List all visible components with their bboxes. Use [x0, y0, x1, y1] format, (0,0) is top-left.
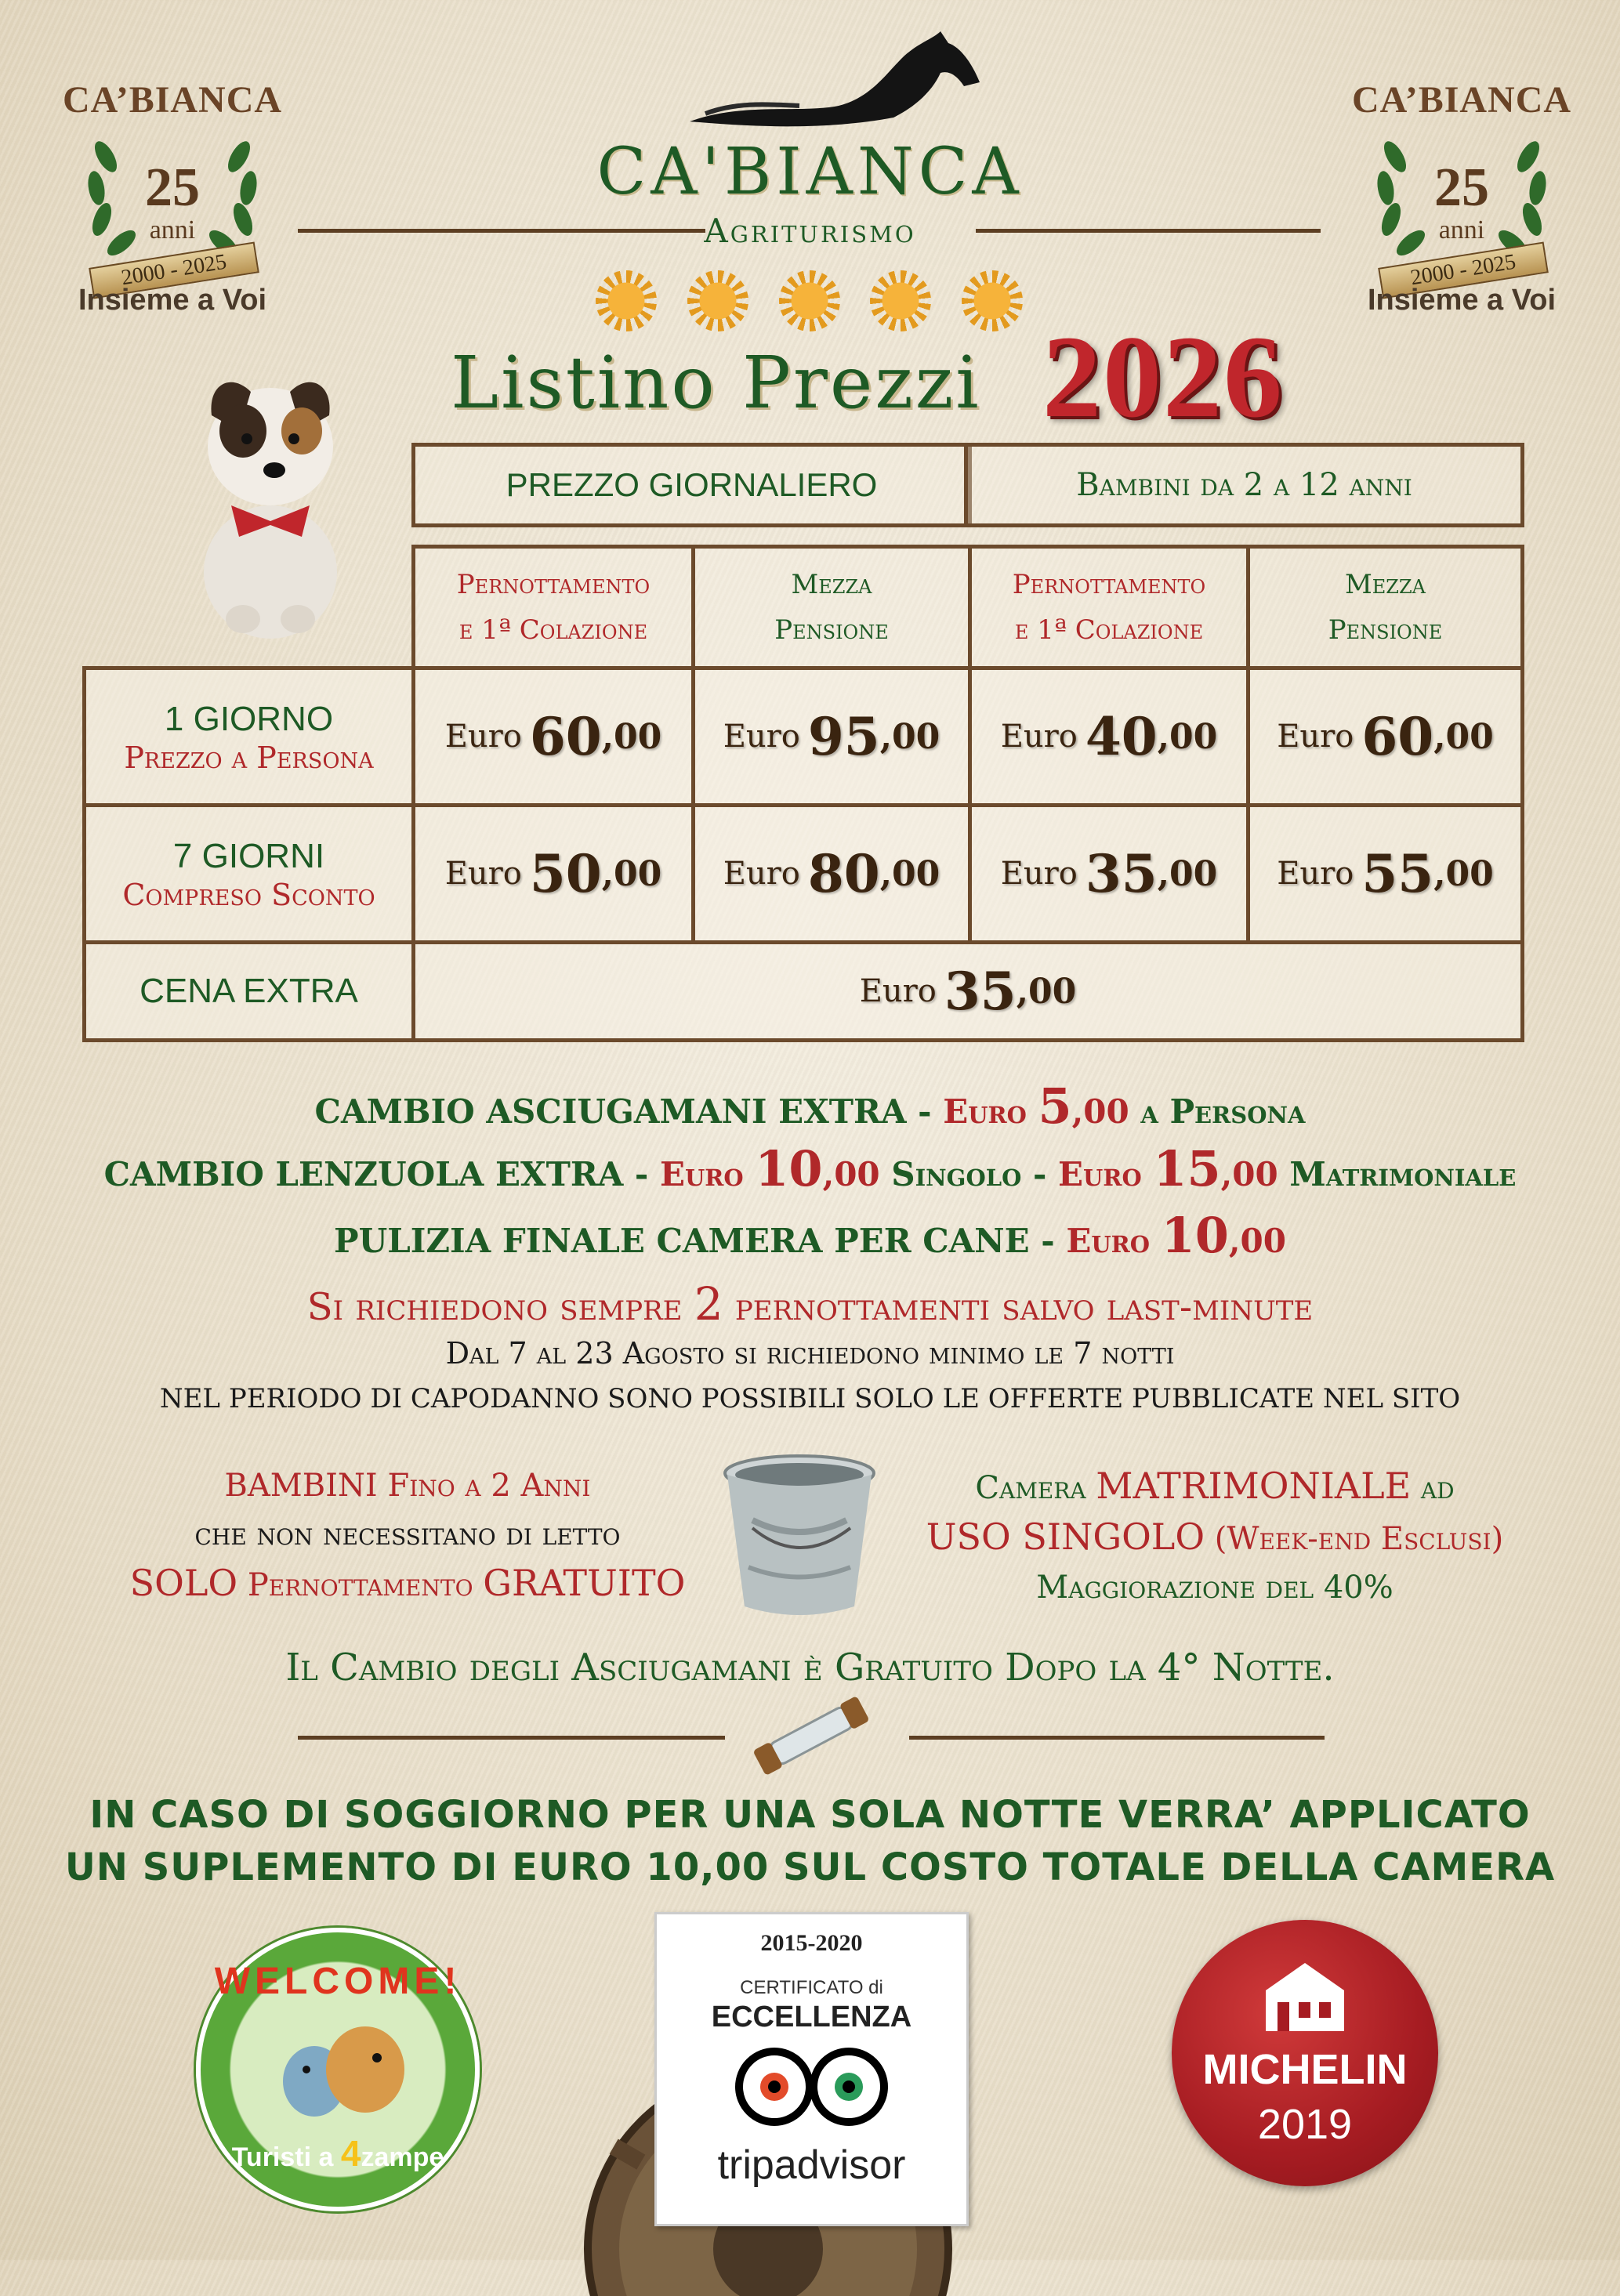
price-decimals: ,00: [879, 716, 940, 757]
badge-brand: CA’BIANCA: [62, 79, 283, 121]
title-year: 2026: [1042, 312, 1284, 442]
extra-towels-label: CAMBIO ASCIUGAMANI EXTRA -: [314, 1092, 944, 1131]
sun-icon: [687, 270, 748, 331]
price-currency: Euro: [1000, 856, 1078, 892]
extra-sheets-decimals: ,00: [1220, 1155, 1278, 1193]
price-amount: 95: [807, 706, 880, 767]
sun-icon: [870, 270, 931, 331]
single-use-ad: ad: [1411, 1470, 1455, 1506]
badge-tagline: Insieme a Voi: [78, 284, 267, 317]
column-header-line2: e 1ª Colazione: [458, 614, 648, 646]
children-policy: [118, 1461, 698, 1610]
supplement-line2: UN SUPLEMENTO DI EURO 10,00 SUL COSTO TOTALE DELLA CAMERA: [64, 1845, 1556, 1889]
price-cell: [1246, 803, 1524, 944]
children-line3: [118, 1559, 698, 1610]
price-currency: Euro: [1277, 856, 1354, 892]
extra-dog-cleaning: [0, 1207, 1620, 1264]
price-amount: 60: [1361, 706, 1434, 767]
table-header-children: [964, 443, 1524, 527]
sun-icon: [596, 270, 657, 331]
house-icon: [1258, 1959, 1352, 2033]
price-decimals: ,00: [1433, 716, 1494, 757]
brand-name: CA'BIANCA: [596, 135, 1024, 209]
column-header-line2: Pensione: [1328, 614, 1443, 646]
column-header-line1: Mezza: [791, 569, 872, 600]
row-label: 1 GIORNO: [164, 700, 334, 738]
single-use-surcharge: Maggiorazione del 40%: [1036, 1570, 1393, 1606]
page-title: Listino Prezzi: [451, 341, 981, 425]
badge-tagline: Insieme a Voi: [1367, 284, 1557, 317]
badge-number: 25: [1434, 158, 1489, 218]
trip-cert: CERTIFICATO di: [740, 1977, 883, 1998]
column-header-line2: e 1ª Colazione: [1014, 614, 1204, 646]
price-cell: [411, 666, 695, 807]
column-header: [411, 545, 695, 670]
column-header-line1: Pernottamento: [456, 569, 651, 600]
column-header-line1: Pernottamento: [1012, 569, 1206, 600]
price-amount: 35: [944, 961, 1017, 1022]
trip-years: 2015-2020: [760, 1930, 863, 1956]
rule-min-nights: [0, 1277, 1620, 1331]
sun-icon: [962, 270, 1023, 331]
rule-min-nights-a: Si richiedono sempre: [306, 1285, 694, 1329]
footer-divider-right: [909, 1736, 1325, 1740]
price-currency: Euro: [444, 719, 522, 755]
badge-number: 25: [145, 158, 200, 218]
price-decimals: ,00: [1433, 853, 1494, 894]
extra-dog-label: PULIZIA FINALE CAMERA PER CANE -: [333, 1222, 1067, 1260]
bucket-icon: [721, 1450, 878, 1618]
brand-subtitle: Agriturismo: [704, 212, 916, 250]
trip-excellence: ECCELLENZA: [711, 2001, 912, 2033]
michelin-name: MICHELIN: [1202, 2046, 1408, 2093]
children-age: Fino a 2 Anni: [377, 1468, 591, 1504]
row-sublabel: Compreso Sconto: [122, 878, 375, 912]
trip-brand: tripadvisor: [717, 2142, 906, 2188]
extra-dog-decimals: ,00: [1228, 1222, 1286, 1260]
badge-brand: CA’BIANCA: [1351, 79, 1572, 121]
extra-sheets-euro: Euro: [1058, 1155, 1154, 1193]
single-use-matrimoniale: MATRIMONIALE: [1096, 1465, 1412, 1507]
price-decimals: ,00: [601, 853, 662, 894]
turisti-a: Turisti a: [231, 2142, 334, 2172]
children-solo: SOLO: [129, 1562, 238, 1604]
price-cell: [691, 666, 972, 807]
single-use-line2: [901, 1512, 1528, 1563]
column-header-line2: Pensione: [774, 614, 889, 646]
rating-suns: [596, 270, 1023, 333]
single-use-camera: Camera: [975, 1470, 1096, 1506]
single-use-weekend: (Week-end Esclusi): [1205, 1521, 1504, 1557]
children-line1: [118, 1461, 698, 1510]
children-line2: che non necessitano di letto: [194, 1516, 621, 1552]
price-amount: 40: [1085, 706, 1158, 767]
footer-divider-left: [298, 1736, 725, 1740]
column-header: [968, 545, 1250, 670]
row-label: 7 GIORNI: [172, 837, 325, 875]
horse-logo-icon: [682, 27, 988, 133]
turisti-a-4-zampe-logo: [196, 1928, 480, 2211]
column-header-line1: Mezza: [1344, 569, 1426, 600]
price-cell-extra-dinner: [411, 940, 1524, 1042]
price-decimals: ,00: [1157, 853, 1218, 894]
price-amount: 35: [1085, 843, 1158, 904]
price-amount: 50: [529, 843, 602, 904]
extra-sheets-amount: 10: [755, 1140, 823, 1197]
welcome-text: WELCOME!: [214, 1961, 462, 2002]
price-cell: [968, 666, 1250, 807]
badge-years: 2000 - 2025: [1378, 242, 1549, 299]
turisti-zampe: zampe: [361, 2142, 444, 2172]
price-amount: 80: [807, 843, 880, 904]
price-currency: Euro: [723, 856, 800, 892]
price-amount: 55: [1361, 843, 1434, 904]
table-row-label: [82, 940, 415, 1042]
extra-towels-suffix: a Persona: [1129, 1092, 1306, 1131]
children-bambini: BAMBINI: [224, 1468, 378, 1504]
price-cell: [691, 803, 972, 944]
dog-and-cat-icon: [259, 2015, 416, 2124]
table-header-daily-price: [411, 443, 972, 527]
extra-towels-amount: 5: [1038, 1077, 1072, 1135]
price-amount: 60: [529, 706, 602, 767]
extra-sheets: [0, 1140, 1620, 1197]
extra-sheets-label: CAMBIO LENZUOLA EXTRA -: [103, 1155, 660, 1193]
extra-sheets-single: Singolo -: [879, 1155, 1059, 1193]
column-header: [1246, 545, 1524, 670]
price-currency: Euro: [1277, 719, 1354, 755]
dog-illustration: [176, 360, 364, 643]
extra-sheets-decimals: ,00: [822, 1155, 880, 1193]
price-cell: [411, 803, 695, 944]
vial-icon: [745, 1693, 878, 1779]
extra-sheets-euro: Euro: [660, 1155, 756, 1193]
towel-note: Il Cambio degli Asciugamani è Gratuito Dopo la 4° Notte.: [285, 1646, 1335, 1689]
extra-dog-euro: Euro: [1066, 1222, 1162, 1260]
supplement-line1: IN CASO DI SOGGIORNO PER UNA SOLA NOTTE VERRA’ APPLICATO: [89, 1793, 1531, 1837]
price-decimals: ,00: [1016, 971, 1077, 1012]
single-use-policy: [901, 1461, 1528, 1612]
rule-august: Dal 7 al 23 Agosto si richiedono minimo le 7 notti: [445, 1336, 1175, 1371]
badge-anni: anni: [1438, 215, 1485, 244]
michelin-year: 2019: [1257, 2101, 1353, 2148]
badge-anni: anni: [149, 215, 196, 244]
rule-new-year: NEL PERIODO DI CAPODANNO SONO POSSIBILI SOLO LE OFFERTE PUBBLICATE NEL SITO: [159, 1383, 1461, 1414]
rule-min-nights-b: pernottamenti salvo last-minute: [723, 1285, 1314, 1329]
header-children-text: Bambini da 2 a 12 anni: [1076, 467, 1412, 503]
extra-towels-decimals: ,00: [1071, 1092, 1129, 1131]
row-sublabel: Prezzo a Persona: [124, 741, 374, 775]
extra-dog-amount: 10: [1161, 1207, 1229, 1264]
tripadvisor-certificate: [654, 1912, 969, 2226]
badge-years: 2000 - 2025: [89, 242, 259, 299]
children-gratuito: GRATUITO: [483, 1562, 686, 1604]
rule-min-nights-number: 2: [694, 1277, 723, 1331]
price-currency: Euro: [1000, 719, 1078, 755]
turisti-4: 4: [340, 2133, 361, 2174]
price-decimals: ,00: [601, 716, 662, 757]
extra-sheets-amount: 15: [1153, 1140, 1221, 1197]
children-pernottamento: Pernottamento: [237, 1567, 484, 1603]
header-daily-price-text: PREZZO GIORNALIERO: [506, 466, 878, 503]
price-cell: [968, 803, 1250, 944]
column-header: [691, 545, 972, 670]
price-decimals: ,00: [879, 853, 940, 894]
price-decimals: ,00: [1157, 716, 1218, 757]
single-use-line1: [901, 1461, 1528, 1512]
price-cell: [1246, 666, 1524, 807]
single-use-uso-singolo: USO SINGOLO: [926, 1516, 1205, 1558]
michelin-badge: [1172, 1920, 1438, 2186]
extra-towels-euro: Euro: [943, 1092, 1038, 1131]
price-currency: Euro: [723, 719, 800, 755]
turisti-label: [201, 2132, 475, 2175]
table-row-label: [82, 803, 415, 944]
price-currency: Euro: [859, 973, 937, 1009]
row-label: CENA EXTRA: [140, 972, 358, 1010]
table-row-label: [82, 666, 415, 807]
extra-towels: [0, 1077, 1620, 1135]
price-currency: Euro: [444, 856, 522, 892]
extra-sheets-double: Matrimoniale: [1278, 1155, 1517, 1193]
owl-eyes-icon: [735, 2044, 888, 2130]
sun-icon: [779, 270, 840, 331]
